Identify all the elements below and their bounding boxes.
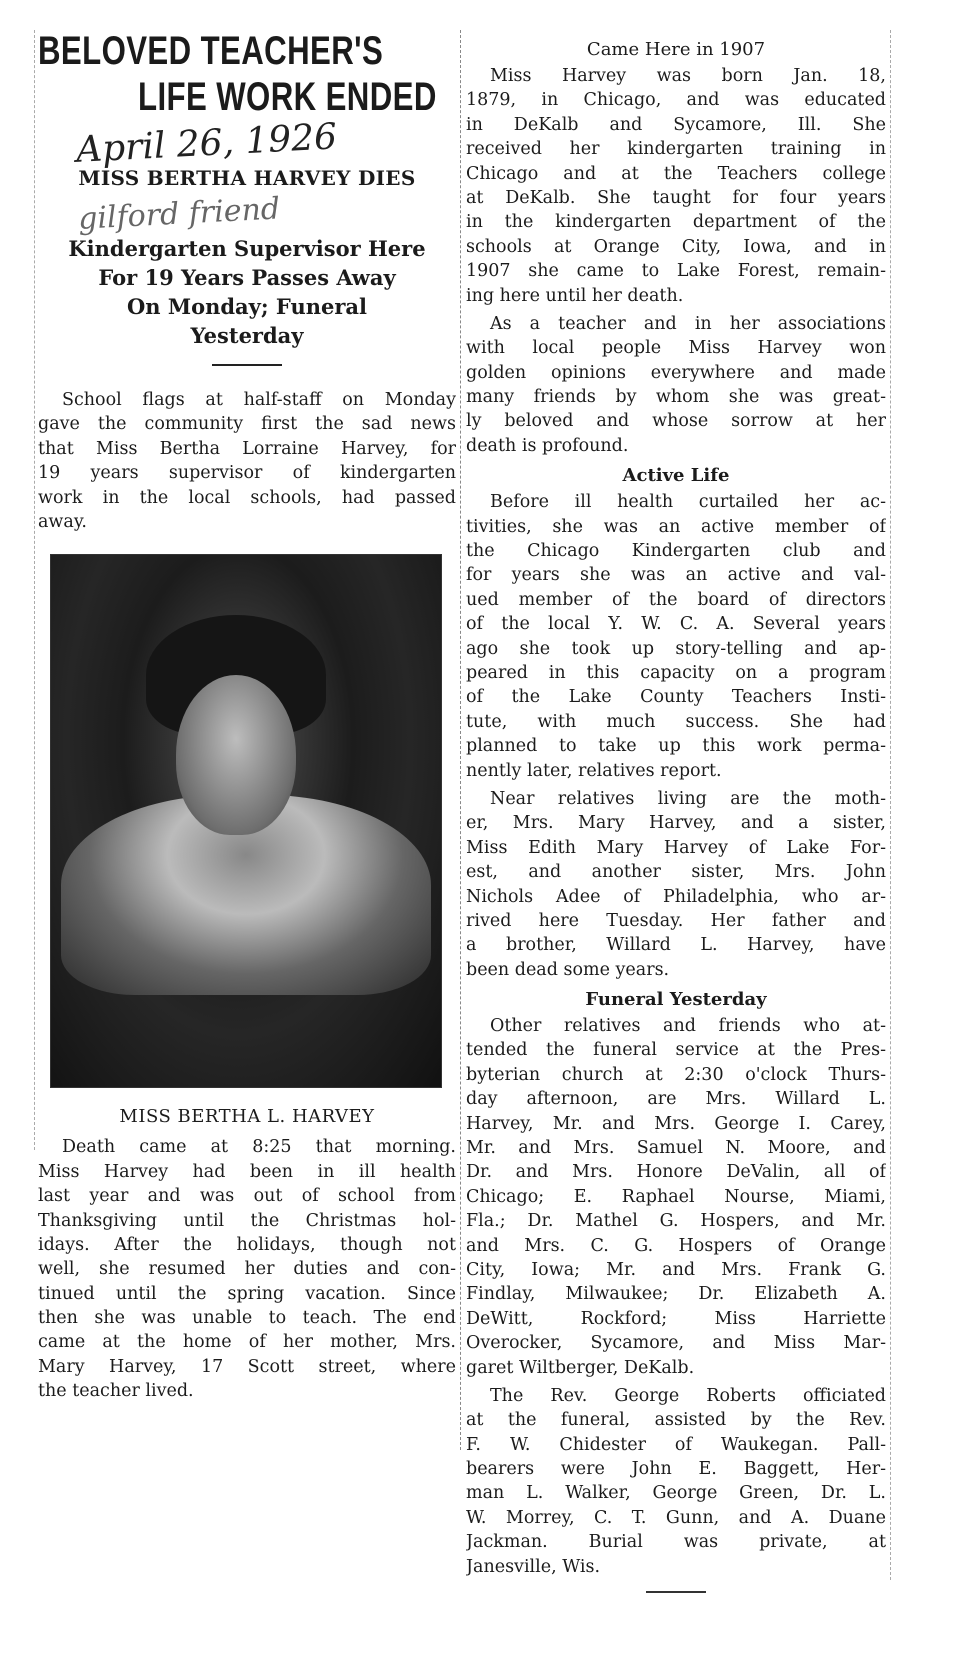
column-rule <box>890 30 892 1580</box>
text-line: F. W. Chidester of Waukegan. Pall- <box>466 1434 886 1455</box>
text-line: death is profound. <box>466 435 629 456</box>
text-line: City, Iowa; Mr. and Mrs. Frank G. <box>466 1259 886 1280</box>
text-line: in the kindergarten department of the <box>466 212 886 233</box>
text-line: for years she was an active and val- <box>466 565 886 586</box>
text-line: with local people Miss Harvey won <box>466 338 886 359</box>
text-line: School flags at half-staff on Monday <box>62 390 456 410</box>
text-line: well, she resumed her duties and con- <box>38 1259 456 1280</box>
section-heading: Funeral Yesterday <box>585 989 767 1011</box>
end-divider <box>646 1591 706 1593</box>
deck-line: On Monday; Funeral <box>126 294 368 319</box>
text-line: bearers were John E. Baggett, Her- <box>466 1459 886 1480</box>
text-line: nently later, relatives report. <box>466 760 722 781</box>
text-line: of the Lake County Teachers Insti- <box>466 687 886 708</box>
text-line: W. Morrey, C. T. Gunn, and A. Duane <box>466 1507 886 1528</box>
text-line: Findlay, Milwaukee; Dr. Elizabeth A. <box>466 1284 886 1305</box>
photo-caption: MISS BERTHA L. HARVEY <box>119 1106 375 1128</box>
text-line: peared in this capacity on a program <box>466 662 886 683</box>
text-line: at the funeral, assisted by the Rev. <box>466 1410 886 1431</box>
text-line: a brother, Willard L. Harvey, have <box>466 935 886 956</box>
text-line: tute, with much success. She had <box>466 711 886 732</box>
text-line: Fla.; Dr. Mathel G. Hospers, and Mr. <box>466 1211 886 1232</box>
text-line: schools at Orange City, Iowa, and in <box>466 236 886 257</box>
headline-line-1: BELOVED TEACHER'S <box>38 29 384 73</box>
text-line: ued member of the board of directors <box>466 589 886 610</box>
text-line: Thanksgiving until the Christmas hol- <box>38 1210 456 1231</box>
paragraph <box>466 490 886 783</box>
paragraph <box>466 1014 886 1380</box>
text-line: er, Mrs. Mary Harvey, and a sister, <box>466 813 886 834</box>
text-line: Miss Edith Mary Harvey of Lake For- <box>466 837 886 858</box>
text-line: and Mrs. C. G. Hospers of Orange <box>466 1235 886 1256</box>
text-line: that Miss Bertha Lorraine Harvey, for <box>38 438 456 459</box>
column-rule <box>460 30 462 1450</box>
right-column <box>466 36 886 1593</box>
text-line: garet Wiltberger, DeKalb. <box>466 1357 695 1378</box>
portrait-photo <box>50 554 442 1088</box>
text-line: tinued until the spring vacation. Since <box>38 1283 456 1304</box>
section-heading: Active Life <box>622 465 730 487</box>
text-line: Chicago; E. Raphael Nourse, Miami, <box>466 1186 886 1207</box>
text-line: Jackman. Burial was private, at <box>466 1532 886 1553</box>
text-line: Chicago and at the Teachers college <box>466 163 886 184</box>
text-line: Mary Harvey, 17 Scott street, where <box>38 1356 456 1377</box>
text-line: Dr. and Mrs. Honore DeValin, all of <box>466 1162 886 1183</box>
paragraph <box>466 787 886 982</box>
text-line: Near relatives living are the moth- <box>490 788 886 809</box>
text-line: 1907 she came to Lake Forest, remain- <box>466 261 886 282</box>
text-line: ago she took up story-telling and ap- <box>466 638 886 659</box>
headline-line-2: LIFE WORK ENDED <box>138 75 437 119</box>
deck-line: Kindergarten Supervisor Here <box>68 236 426 261</box>
text-line: planned to take up this work perma- <box>466 736 886 757</box>
text-line: Harvey, Mr. and Mrs. George I. Carey, <box>466 1113 886 1134</box>
paragraph <box>466 312 886 458</box>
text-line: rived here Tuesday. Her father and <box>466 910 886 931</box>
left-column <box>38 28 456 1404</box>
text-line: last year and was out of school from <box>38 1186 456 1207</box>
text-line: Janesville, Wis. <box>466 1556 601 1577</box>
handwritten-note: gilford friend <box>77 191 281 237</box>
text-line: golden opinions everywhere and made <box>466 362 886 383</box>
intro-paragraph <box>38 388 456 534</box>
text-line: ly beloved and whose sorrow at her <box>466 411 886 432</box>
text-line: Overocker, Sycamore, and Miss Mar- <box>466 1333 886 1354</box>
text-line: Before ill health curtailed her ac- <box>490 492 886 513</box>
paragraph <box>466 1384 886 1579</box>
text-line: tivities, she was an active member of <box>466 516 886 537</box>
text-line: then she was unable to teach. The end <box>38 1308 456 1329</box>
text-line: idays. After the holidays, though not <box>38 1234 456 1255</box>
text-line: tended the funeral service at the Pres- <box>466 1040 886 1061</box>
text-line: day afternoon, are Mrs. Willard L. <box>466 1089 886 1110</box>
text-line: Miss Harvey was born Jan. 18, <box>490 66 886 86</box>
handwritten-date: April 26, 1926 <box>75 116 338 171</box>
text-line: Nichols Adee of Philadelphia, who ar- <box>466 886 886 907</box>
text-line: As a teacher and in her associations <box>490 313 886 334</box>
deck-line: For 19 Years Passes Away <box>98 265 396 290</box>
text-line: Death came at 8:25 that morning. <box>62 1137 456 1158</box>
text-line: Other relatives and friends who at- <box>490 1016 886 1037</box>
text-line: of the local Y. W. C. A. Several years <box>466 614 886 635</box>
death-paragraph <box>38 1135 456 1403</box>
subhead: MISS BERTHA HARVEY DIES <box>78 166 416 190</box>
text-line: est, and another sister, Mrs. John <box>466 862 886 883</box>
section-heading: Came Here in 1907 <box>586 39 766 60</box>
column-rule <box>34 30 36 1150</box>
text-line: at DeKalb. She taught for four years <box>466 187 886 208</box>
text-line: man L. Walker, George Green, Dr. L. <box>466 1483 886 1504</box>
text-line: gave the community first the sad news <box>38 414 456 435</box>
text-line: ing here until her death. <box>466 285 684 306</box>
text-line: many friends by whom she was great- <box>466 387 886 408</box>
text-line: the Chicago Kindergarten club and <box>466 541 886 562</box>
text-line: the teacher lived. <box>38 1381 194 1402</box>
deck-line: Yesterday <box>190 323 304 348</box>
text-line: came at the home of her mother, Mrs. <box>38 1332 456 1353</box>
text-line: 19 years supervisor of kindergarten <box>38 463 456 484</box>
text-line: byterian church at 2:30 o'clock Thurs- <box>466 1064 886 1085</box>
text-line: 1879, in Chicago, and was educated <box>466 90 886 111</box>
text-line: DeWitt, Rockford; Miss Harriette <box>466 1308 886 1329</box>
text-line: work in the local schools, had passed <box>38 487 456 508</box>
text-line: in DeKalb and Sycamore, Ill. She <box>466 114 886 135</box>
text-line: been dead some years. <box>466 959 670 980</box>
paragraph <box>466 64 886 308</box>
text-line: The Rev. George Roberts officiated <box>490 1385 886 1406</box>
deck <box>38 234 456 350</box>
divider <box>212 364 282 366</box>
text-line: away. <box>38 511 87 532</box>
text-line: Miss Harvey had been in ill health <box>38 1161 456 1182</box>
text-line: received her kindergarten training in <box>466 139 886 160</box>
text-line: Mr. and Mrs. Samuel N. Moore, and <box>466 1138 886 1159</box>
